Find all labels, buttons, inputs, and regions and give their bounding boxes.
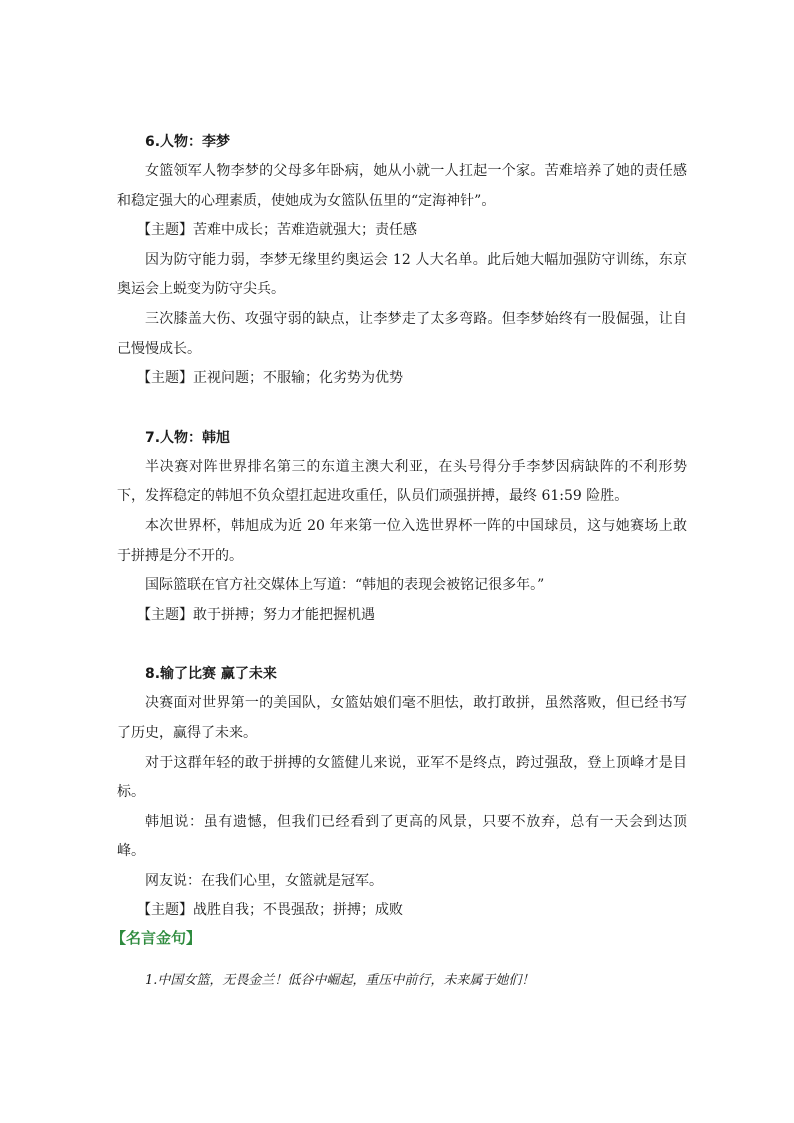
paragraph: 对于这群年轻的敢于拼搏的女篮健儿来说，亚军不是终点，跨过强敌，登上顶峰才是目标。 <box>117 754 687 801</box>
paragraph: 三次膝盖大伤、攻强守弱的缺点，让李梦走了太多弯路。但李梦始终有一股倔强，让自己慢慢成长。 <box>117 310 687 357</box>
theme-line: 【主题】苦难中成长；苦难造就强大；责任感 <box>137 222 417 239</box>
theme-line: 【主题】正视问题；不服输；化劣势为优势 <box>137 370 403 387</box>
section-li-meng <box>117 128 687 394</box>
section-heading: 8.输了比赛 赢了未来 <box>145 666 277 683</box>
section-heading: 6.人物：李梦 <box>145 134 231 150</box>
quotes-section <box>111 926 687 992</box>
paragraph: 网友说：在我们心里，女篮就是冠军。 <box>145 872 383 889</box>
section-gap <box>117 394 687 424</box>
section-heading: 7.人物：韩旭 <box>145 429 231 446</box>
quote-item: 1.中国女篮，无畏金兰！低谷中崛起，重压中前行，未来属于她们！ <box>145 973 535 989</box>
document-content <box>111 128 687 992</box>
paragraph: 决赛面对世界第一的美国队，女篮姑娘们毫不胆怯，敢打敢拼，虽然落败，但已经书写了历史，赢得了未来。 <box>117 695 687 741</box>
section-han-xu <box>117 424 687 631</box>
paragraph: 韩旭说：虽有遗憾，但我们已经看到了更高的风景，只要不放弃，总有一天会到达顶峰。 <box>117 813 687 860</box>
section-final <box>117 660 687 926</box>
paragraph: 因为防守能力弱，李梦无缘里约奥运会 12 人大名单。此后她大幅加强防守训练，东京奥运会上蜕变为防守尖兵。 <box>117 251 687 298</box>
theme-line: 【主题】战胜自我；不畏强敌；拼搏；成败 <box>137 902 403 919</box>
paragraph: 女篮领军人物李梦的父母多年卧病，她从小就一人扛起一个家。苦难培养了她的责任感和稳定强大的心理素质，使她成为女篮队伍里的“定海神针”。 <box>117 163 687 209</box>
theme-line: 【主题】敢于拼搏；努力才能把握机遇 <box>137 606 375 623</box>
section-gap <box>117 630 687 660</box>
paragraph: 半决赛对阵世界排名第三的东道主澳大利亚，在头号得分手李梦因病缺阵的不利形势下，发挥稳定的韩旭不负众望扛起进攻重任，队员们顽强拼搏，最终 61:59 险胜。 <box>117 458 687 505</box>
quotes-title: 【名言金句】 <box>111 929 202 948</box>
paragraph: 本次世界杯，韩旭成为近 20 年来第一位入选世界杯一阵的中国球员，这与她赛场上敢于拼搏是分不开的。 <box>117 517 687 564</box>
paragraph: 国际篮联在官方社交媒体上写道：“韩旭的表现会被铭记很多年。” <box>145 577 545 594</box>
